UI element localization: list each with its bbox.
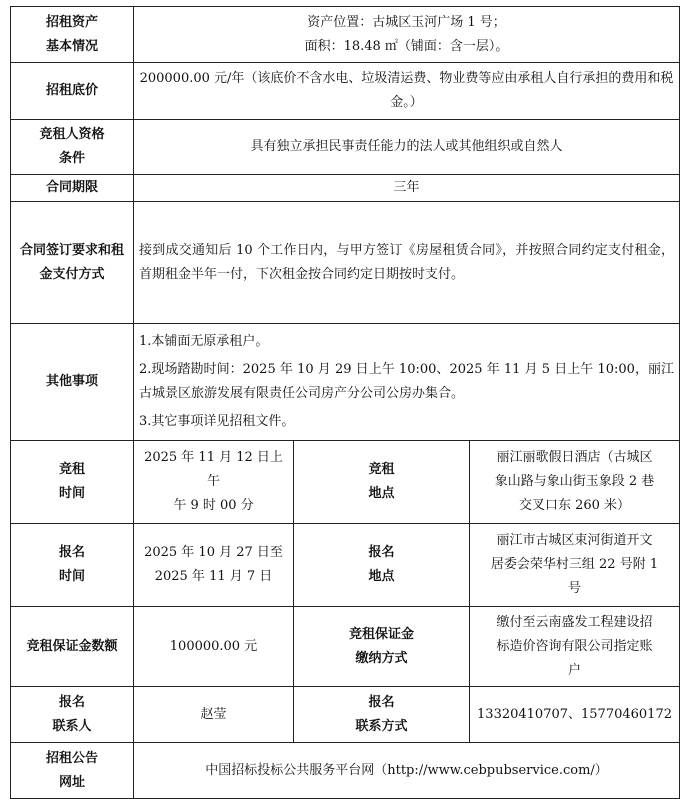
- row-contract-term: [11, 175, 680, 202]
- bidding-time-label: [11, 441, 134, 524]
- label-line: 竞租: [368, 462, 395, 477]
- registration-time-value: [134, 524, 294, 607]
- label-line: 网址: [58, 774, 85, 790]
- contract-term-label: 合同期限: [11, 175, 134, 202]
- other-item-3: 3.其它事项详见招租文件。: [139, 414, 295, 429]
- base-price-label: 招租底价: [11, 63, 134, 120]
- asset-info-label: [11, 7, 134, 63]
- label-line: 报名: [58, 545, 85, 560]
- label-line: 地点: [368, 486, 395, 501]
- contact-phone-label: [294, 687, 470, 743]
- bidding-place-value: [470, 441, 680, 524]
- value-line: 缴付至云南盛发工程建设招: [496, 614, 653, 630]
- contact-person-label: [11, 687, 134, 743]
- value-line: 丽江市古城区束河街道开文: [496, 533, 653, 548]
- row-payment: [11, 202, 680, 324]
- label-line: 联系人: [52, 718, 92, 734]
- label-line: 报名: [368, 694, 395, 710]
- value-line: 2025 年 11 月 12 日上午: [144, 450, 283, 489]
- base-price-value: 200000.00 元/年（该底价不含水电、垃圾清运费、物业费等应由承租人自行承担的费用和税金。）: [134, 63, 680, 120]
- label-line: 基本情况: [45, 38, 98, 54]
- asset-info-value: [134, 7, 680, 63]
- deposit-amount-label: 竞租保证金数额: [11, 607, 134, 687]
- payment-label: [11, 202, 134, 324]
- row-base-price: [11, 63, 680, 120]
- label-line: 竞租保证金: [348, 626, 414, 642]
- tender-info-table: [10, 6, 680, 799]
- registration-place-value: [470, 524, 680, 607]
- label-line: 招租资产: [45, 14, 98, 30]
- label-line: 报名: [58, 694, 85, 710]
- website-label: [11, 743, 134, 799]
- label-line: 竞租: [58, 462, 85, 477]
- value-line: 午 9 时 00 分: [173, 498, 254, 513]
- value-line: 2025 年 11 月 7 日: [154, 569, 273, 584]
- payment-value: 接到成交通知后 10 个工作日内，与甲方签订《房屋租赁合同》，并按照合同约定支付租金，首期租金半年一付，下次租金按合同约定日期按时支付。: [134, 202, 680, 324]
- other-item-2: 2.现场踏勘时间：2025 年 10 月 29 日上午 10:00、2025 年 11 月 5 日上午 10:00，丽江古城景区旅游发展有限责任公司房产分公司公房办集合。: [139, 362, 675, 401]
- value-line: 2025 年 10 月 27 日至: [144, 545, 283, 560]
- label-line: 报名: [368, 545, 395, 560]
- value-line: 户: [568, 662, 582, 678]
- value-line: 号: [568, 581, 582, 596]
- other-label: 其他事项: [11, 324, 134, 441]
- value-line: 象山路与象山街玉象段 2 巷: [494, 474, 655, 489]
- label-line: 合同签订要求和租: [19, 242, 124, 258]
- row-deposit: [11, 607, 680, 687]
- other-item-1: 1.本铺面无原承租户。: [139, 334, 269, 349]
- row-other: [11, 324, 680, 441]
- deposit-amount-value: 100000.00 元: [134, 607, 294, 687]
- value-line: 交叉口东 260 米）: [518, 498, 631, 513]
- row-website: [11, 743, 680, 799]
- label-line: 地点: [368, 569, 395, 584]
- label-line: 联系方式: [355, 718, 408, 734]
- contact-person-value: 赵莹: [134, 687, 294, 743]
- row-registration: [11, 524, 680, 607]
- label-line: 条件: [58, 151, 85, 166]
- contract-term-value: 三年: [134, 175, 680, 202]
- other-value: [134, 324, 680, 441]
- registration-time-label: [11, 524, 134, 607]
- qualification-value: 具有独立承担民事责任能力的法人或其他组织或自然人: [134, 120, 680, 175]
- asset-location: 资产位置：古城区玉河广场 1 号；: [307, 14, 506, 30]
- row-contact: [11, 687, 680, 743]
- label-line: 竞租人资格: [39, 127, 105, 142]
- deposit-method-label: [294, 607, 470, 687]
- value-line: 居委会荣华村三组 22 号附 1: [490, 557, 659, 572]
- bidding-place-label: [294, 441, 470, 524]
- registration-place-label: [294, 524, 470, 607]
- value-line: 标造价咨询有限公司指定账: [496, 638, 653, 654]
- row-asset-info: [11, 7, 680, 63]
- row-bidding: [11, 441, 680, 524]
- asset-area: 面积：18.48 ㎡（铺面：含一层）。: [304, 38, 509, 54]
- label-line: 招租公告: [45, 750, 98, 766]
- deposit-method-value: [470, 607, 680, 687]
- label-line: 时间: [58, 486, 85, 501]
- label-line: 金支付方式: [39, 266, 105, 282]
- qualification-label: [11, 120, 134, 175]
- contact-phone-value: 13320410707、15770460172: [470, 687, 680, 743]
- label-line: 缴纳方式: [355, 650, 408, 666]
- label-line: 时间: [58, 569, 85, 584]
- row-qualification: [11, 120, 680, 175]
- value-line: 丽江丽歌假日酒店（古城区: [496, 450, 653, 465]
- website-value: 中国招标投标公共服务平台网（http://www.cebpubservice.com/）: [134, 743, 680, 799]
- bidding-time-value: [134, 441, 294, 524]
